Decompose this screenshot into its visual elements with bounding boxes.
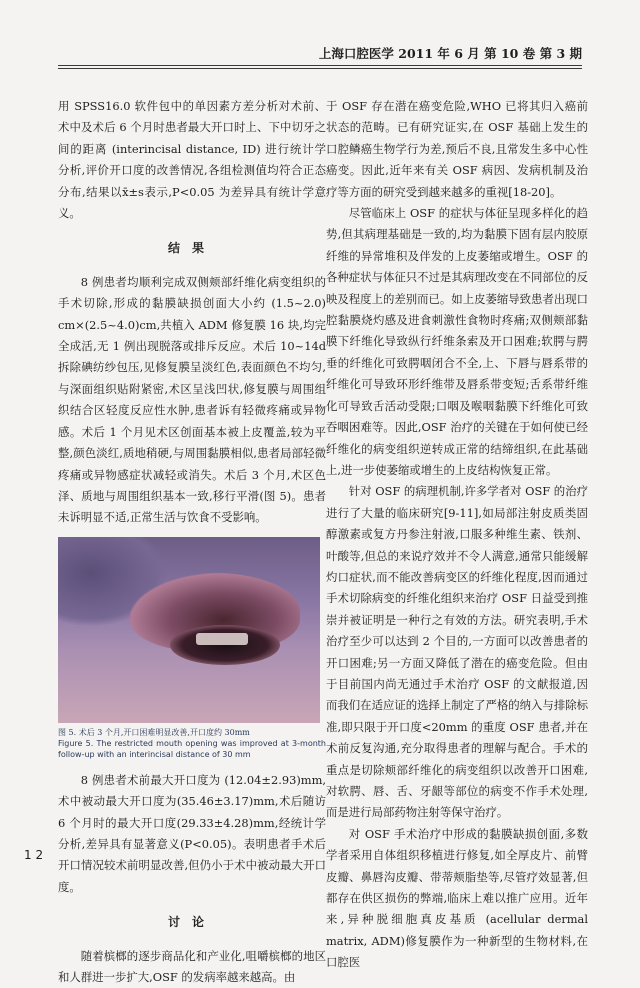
left-column [58,96,326,988]
figure-caption [58,727,326,760]
right-column [326,96,588,974]
section-heading-results: 结果 [167,241,216,256]
discussion-paragraph-1: 随着槟榔的逐步商品化和产业化,咀嚼槟榔的地区和人群进一步扩大,OSF 的发病率越来越高。由 [58,948,326,984]
discussion-paragraph-1-cont: 于 OSF 存在潜在癌变危险,WHO 已将其归入癌前状态的范畴。已有研究证实,在 OSF 基础上发生的口腔鳞癌生物学行为差,预后不良,且常发生多中心性癌变。因此,近年来有关 OSF 病因、发病机制及治疗等方面的研究受到越来越多的重视[18-20]。 [326,99,588,199]
photo-mouth-opening [170,625,280,665]
section-heading-discussion: 讨论 [167,915,216,930]
figure-caption-cn: 图 5. 术后 3 个月,开口困难明显改善,开口度约 30mm [58,727,250,737]
methods-paragraph-end: 用 SPSS16.0 软件包中的单因素方差分析对术前、术中及术后 6 个月时患者最大开口时上、下中切牙之间的距离 (interincisal distance, ID) 进行统计学分析,评价开口度的改善情况,各组检测值均符合正态分布,结果以x̄±s表示,P<0.05 为差异具有统计学意义。 [58,99,326,221]
discussion-paragraph-4: 对 OSF 手术治疗中形成的黏膜缺损创面,多数学者采用自体组织移植进行修复,如全厚皮片、前臂皮瓣、鼻唇沟皮瓣、带蒂颊脂垫等,尽管疗效显著,但都存在供区损伤的弊端,临床上难以推广应用。近年来,异种脱细胞真皮基质 (acellular dermal matrix, ADM)修复膜作为一种新型的生物材料,在口腔医 [326,826,588,970]
figure-caption-en: Figure 5. The restricted mouth opening was improved at 3-month follow-up with an interincisal distance of 30 mm [58,738,326,759]
photo-teeth [196,633,248,645]
results-paragraph-1: 8 例患者均顺利完成双侧颊部纤维化病变组织的手术切除,形成的黏膜缺损创面大小约 (1.5~2.0) cm×(2.5~4.0)cm,共植入 ADM 修复膜 16 块,均完全成活,无 1 例出现脱落或排斥反应。术后 10~14d 拆除碘纺纱包压,见修复膜呈淡红色,表面颜色不均匀,与深面组织贴附紧密,术区呈浅凹状,修复膜与周围组织结合区轻度反应性水肿,患者诉有轻微疼痛或异物感。术后 1 个月见术区创面基本被上皮覆盖,较为平整,颜色淡红,质地稍硬,与周围黏膜相似,患者局部轻微疼痛或异物感症状减轻或消失。术后 3 个月,术区色泽、质地与周围组织基本一致,移行平滑(图 5)。患者未诉明显不适,正常生活与饮食不受影响。 [58,274,326,525]
page-number: 1 2 [24,848,44,862]
journal-header: 上海口腔医学 2011 年 6 月 第 10 卷 第 3 期 [58,44,582,66]
discussion-paragraph-3: 针对 OSF 的病理机制,许多学者对 OSF 的治疗进行了大量的临床研究[9-11],如局部注射皮质类固醇激素或复方丹参注射液,口服多种维生素、铁剂、叶酸等,但总的来说疗效并不令人满意,通常只能缓解灼口症状,而不能改善病变区的纤维化程度,因而通过手术切除病变的纤维化组织来治疗 OSF 日益受到推崇并被证明是一种行之有效的方法。研究表明,手术治疗至少可以达到 2 个目的,一方面可以改善患者的开口困难;另一方面又降低了潜在的癌变危险。但由于目前国内尚无通过手术治疗 OSF 的文献报道,因而我们在适应证的选择上制定了严格的纳入与排除标准,即只限于开口度<20mm 的重度 OSF 患者,并在术前反复沟通,充分取得患者的理解与配合。手术的重点是切除颊部纤维化的病变组织以改善开口困难,对软腭、唇、舌、牙龈等部位的病变不作手术处理,而是进行局部药物注射等保守治疗。 [326,484,588,820]
postop-mouth-photo [58,537,320,723]
results-paragraph-2: 8 例患者术前最大开口度为 (12.04±2.93)mm,术中被动最大开口度为(35.46±3.17)mm,术后随访 6 个月时的最大开口度(29.33±4.28)mm,经统计学分析,差异具有显著意义(P<0.05)。表明患者手术后开口情况较术前明显改善,但仍小于术中被动最大开口度。 [58,772,326,894]
discussion-paragraph-2: 尽管临床上 OSF 的症状与体征呈现多样化的趋势,但其病理基础是一致的,均为黏膜下固有层内胶原纤维的异常堆积及伴发的上皮萎缩或增生。OSF 的各种症状与体征只不过是其病理改变在不同部位的反映及程度上的差别而已。如上皮萎缩导致患者出现口腔黏膜烧灼感及进食刺激性食物时疼痛;双侧颊部黏膜下纤维化导致纵行纤维条索及开口困难;软腭与腭垂的纤维化可致腭咽闭合不全,上、下唇与唇系带的纤维化可导致环形纤维带及唇系带变短;舌系带纤维化可导致舌活动受限;口咽及喉咽黏膜下纤维化可致吞咽困难等。因此,OSF 治疗的关键在于如何使已经纤维化的病变组织逆转成正常的结缔组织,在此基础上,进一步使萎缩或增生的上皮结构恢复正常。 [326,206,588,477]
